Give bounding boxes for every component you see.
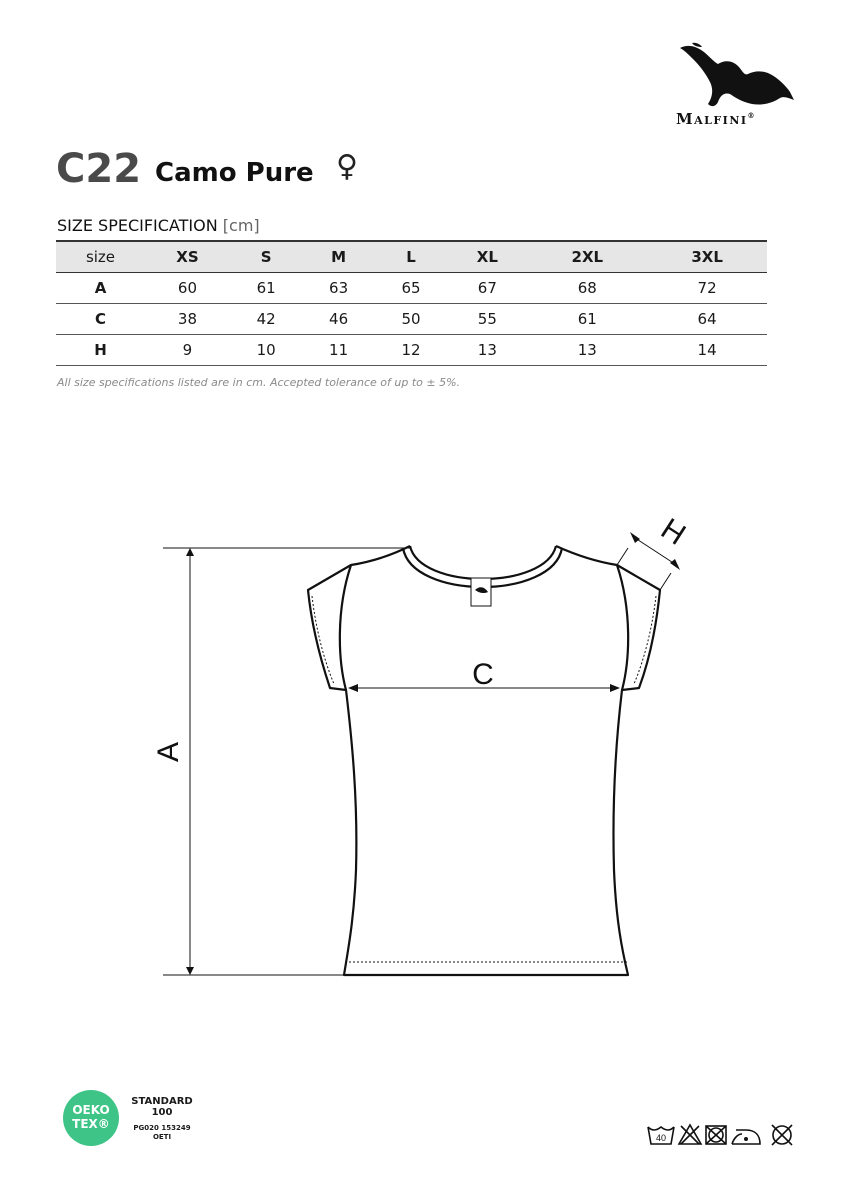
table-cell: 10	[230, 335, 302, 366]
no-tumble-dry-icon	[706, 1126, 726, 1144]
table-cell: 72	[647, 273, 767, 304]
table-cell: 63	[302, 273, 374, 304]
table-cell: 61	[230, 273, 302, 304]
column-header: M	[302, 241, 374, 273]
svg-text:40: 40	[655, 1133, 667, 1143]
label-c: C	[472, 658, 494, 691]
table-cell: 13	[447, 335, 527, 366]
standard-text: STANDARD	[131, 1096, 193, 1107]
spec-unit: [cm]	[222, 216, 260, 235]
table-cell: 50	[375, 304, 447, 335]
no-dry-clean-icon	[772, 1125, 792, 1145]
column-header: XL	[447, 241, 527, 273]
brand-name: Malfini	[676, 110, 748, 128]
wash-40-icon	[648, 1127, 674, 1144]
institute: OETI	[152, 1133, 172, 1141]
oeko-tex-logo	[63, 1090, 119, 1146]
oeko-line1: OEKO	[72, 1103, 110, 1117]
table-cell: 61	[527, 304, 647, 335]
table-cell: H	[56, 335, 145, 366]
care-symbols	[646, 1122, 798, 1150]
column-header: L	[375, 241, 447, 273]
standard-number: 100	[151, 1107, 173, 1118]
table-cell: 68	[527, 273, 647, 304]
column-header: S	[230, 241, 302, 273]
table-cell: 38	[145, 304, 230, 335]
table-cell: 55	[447, 304, 527, 335]
spec-title-text: SIZE SPECIFICATION	[57, 216, 218, 235]
standard-label	[127, 1096, 197, 1118]
table-cell: 12	[375, 335, 447, 366]
certificate-number: PG020 153249	[133, 1124, 191, 1132]
table-cell: 13	[527, 335, 647, 366]
table-cell: 14	[647, 335, 767, 366]
registered-mark: ®	[747, 111, 757, 120]
tshirt-outline	[308, 546, 660, 975]
dimension-a	[163, 548, 410, 975]
table-cell: 64	[647, 304, 767, 335]
table-cell: 60	[145, 273, 230, 304]
column-header: 3XL	[647, 241, 767, 273]
product-name: Camo Pure	[155, 158, 314, 188]
table-cell: C	[56, 304, 145, 335]
no-bleach-icon	[679, 1125, 701, 1144]
table-cell: A	[56, 273, 145, 304]
table-cell: 67	[447, 273, 527, 304]
female-icon: ♀	[336, 149, 358, 184]
product-code: C22	[56, 146, 142, 192]
column-header: size	[56, 241, 145, 273]
table-cell: 9	[145, 335, 230, 366]
table-cell: 11	[302, 335, 374, 366]
table-cell: 65	[375, 273, 447, 304]
column-header: XS	[145, 241, 230, 273]
iron-low-icon	[732, 1130, 760, 1144]
label-a: A	[152, 741, 185, 763]
table-cell: 42	[230, 304, 302, 335]
certificate-info	[127, 1124, 197, 1142]
table-cell: 46	[302, 304, 374, 335]
column-header: 2XL	[527, 241, 647, 273]
tolerance-note: All size specifications listed are in cm. Accepted tolerance of up to ± 5%.	[57, 376, 461, 389]
oeko-line2: TEX®	[72, 1117, 110, 1131]
label-h: H	[655, 512, 692, 552]
